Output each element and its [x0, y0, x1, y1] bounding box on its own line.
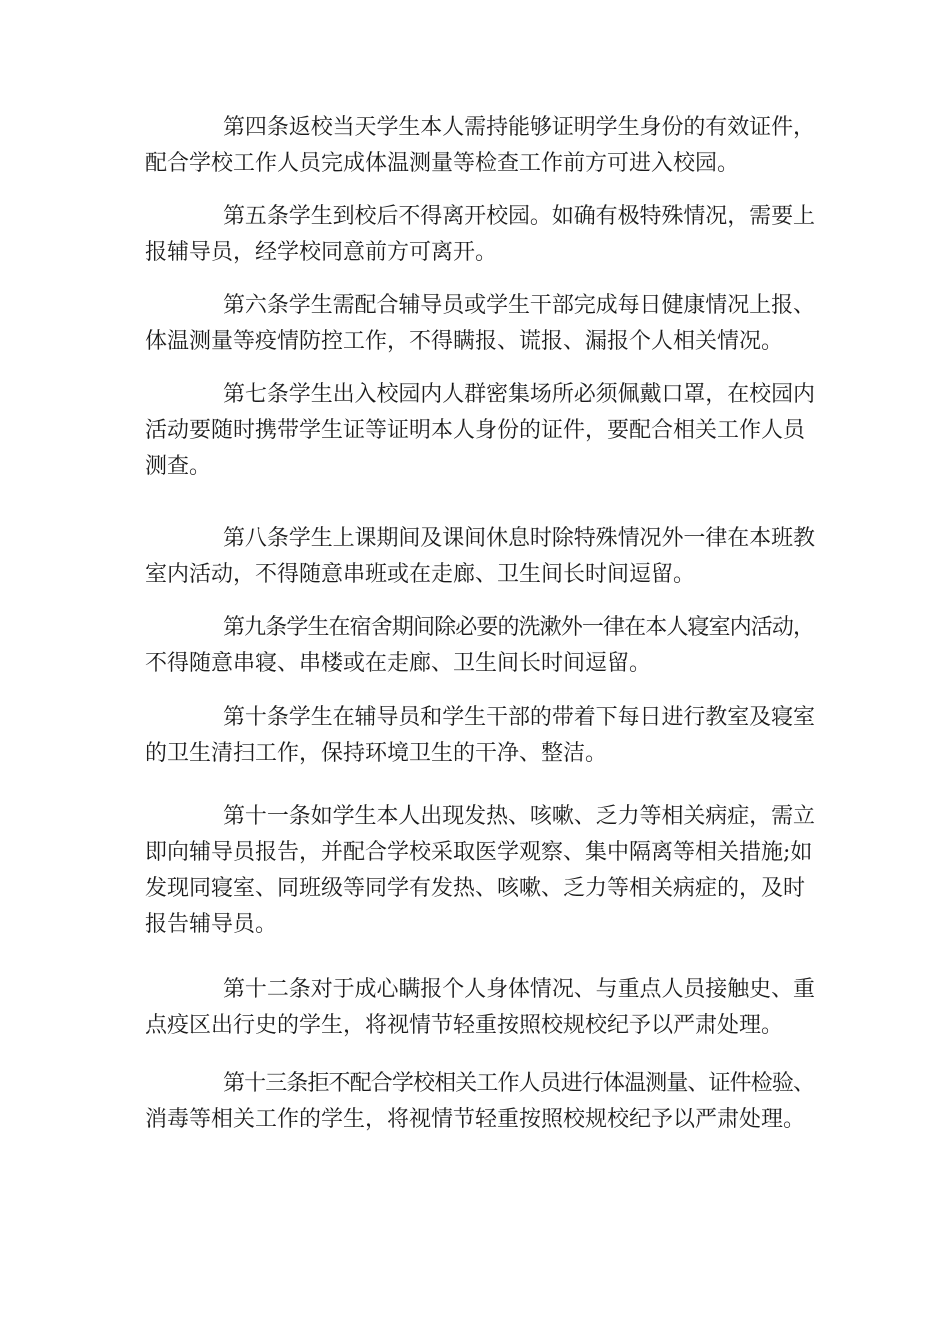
paragraph-line: 测查。 — [145, 454, 212, 479]
paragraph-line: 第九条学生在宿舍期间除必要的洗漱外一律在本人寝室内活动， — [223, 615, 815, 640]
paragraph-line: 活动要随时携带学生证等证明本人身份的证件，要配合相关工作人员 — [145, 418, 806, 443]
paragraph-line: 第四条返校当天学生本人需持能够证明学生身份的有效证件， — [223, 115, 815, 140]
article-9-paragraph — [145, 610, 815, 682]
article-4-paragraph — [145, 110, 815, 182]
paragraph-line: 第十三条拒不配合学校相关工作人员进行体温测量、证件检验、 — [223, 1071, 815, 1096]
paragraph-line: 不得随意串寝、串楼或在走廊、卫生间长时间逗留。 — [145, 651, 652, 676]
paragraph-line: 的卫生清扫工作，保持环境卫生的干净、整洁。 — [145, 741, 608, 766]
paragraph-line: 报辅导员，经学校同意前方可离开。 — [145, 240, 498, 265]
paragraph-line: 第七条学生出入校园内人群密集场所必须佩戴口罩，在校园内 — [223, 382, 815, 407]
paragraph-line: 体温测量等疫情防控工作，不得瞒报、谎报、漏报个人相关情况。 — [145, 329, 784, 354]
article-10-paragraph — [145, 700, 815, 772]
paragraph-line: 室内活动，不得随意串班或在走廊、卫生间长时间逗留。 — [145, 562, 696, 587]
article-12-paragraph — [145, 972, 815, 1044]
article-13-paragraph — [145, 1066, 815, 1138]
article-11-paragraph — [145, 799, 815, 943]
article-6-paragraph — [145, 288, 815, 360]
article-5-paragraph — [145, 199, 815, 271]
paragraph-line: 第十二条对于成心瞒报个人身体情况、与重点人员接触史、重 — [223, 977, 815, 1002]
paragraph-line: 第十一条如学生本人出现发热、咳嗽、乏力等相关病症，需立 — [223, 804, 815, 829]
paragraph-line: 报告辅导员。 — [145, 912, 278, 937]
paragraph-line: 即向辅导员报告，并配合学校采取医学观察、集中隔离等相关措施;如 — [145, 840, 813, 865]
paragraph-line: 第六条学生需配合辅导员或学生干部完成每日健康情况上报、 — [223, 293, 815, 318]
paragraph-line: 发现同寝室、同班级等同学有发热、咳嗽、乏力等相关病症的，及时 — [145, 876, 806, 901]
article-7-paragraph — [145, 377, 815, 485]
paragraph-line: 消毒等相关工作的学生，将视情节轻重按照校规校纪予以严肃处理。 — [145, 1107, 806, 1132]
article-8-paragraph — [145, 521, 815, 593]
paragraph-line: 第八条学生上课期间及课间休息时除特殊情况外一律在本班教 — [223, 526, 815, 551]
paragraph-line: 配合学校工作人员完成体温测量等检查工作前方可进入校园。 — [145, 151, 740, 176]
paragraph-line: 第十条学生在辅导员和学生干部的带着下每日进行教室及寝室 — [223, 705, 815, 730]
paragraph-line: 点疫区出行史的学生，将视情节轻重按照校规校纪予以严肃处理。 — [145, 1013, 784, 1038]
paragraph-line: 第五条学生到校后不得离开校园。如确有极特殊情况，需要上 — [223, 204, 815, 229]
